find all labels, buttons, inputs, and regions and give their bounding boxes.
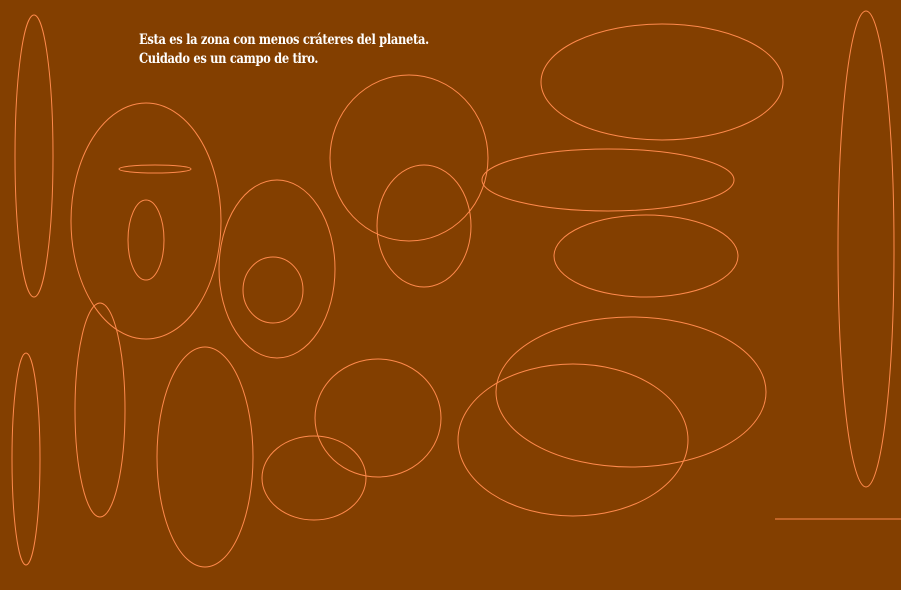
crater	[262, 436, 366, 520]
crater	[496, 317, 766, 467]
message-line-2: Cuidado es un campo de tiro.	[139, 51, 319, 67]
crater	[330, 75, 488, 241]
crater	[15, 15, 53, 297]
crater	[554, 215, 738, 297]
crater	[377, 165, 471, 287]
crater	[541, 24, 783, 140]
message-line-1: Esta es la zona con menos cráteres del planeta.	[139, 32, 429, 48]
crater	[75, 303, 125, 517]
crater	[219, 180, 335, 358]
crater	[119, 165, 191, 173]
zone-message	[139, 31, 429, 69]
crater	[315, 359, 441, 477]
crater	[458, 364, 688, 516]
crater	[243, 257, 303, 323]
crater	[12, 353, 40, 565]
crater	[157, 347, 253, 567]
crater	[482, 149, 734, 211]
crater	[128, 200, 164, 280]
crater	[71, 103, 221, 339]
crater	[838, 11, 894, 487]
